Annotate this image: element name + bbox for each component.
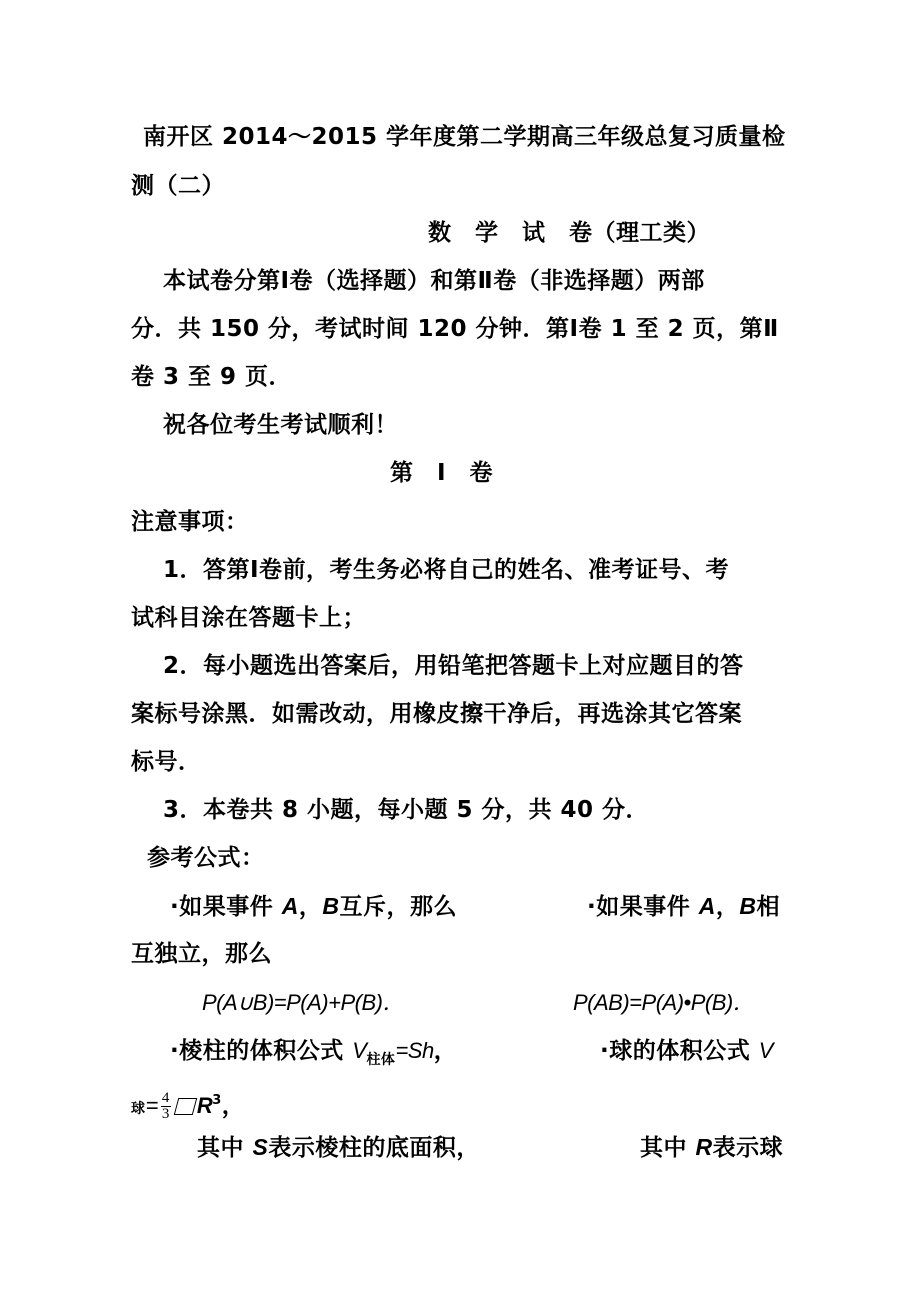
formula-exclusive-expression: P(A∪B)=P(A)+P(B)． xyxy=(202,990,404,1015)
exponent: 3 xyxy=(212,1093,222,1108)
intro-line1: 本试卷分第Ⅰ卷（选择题）和第Ⅱ卷（非选择题）两部 xyxy=(163,268,705,294)
separator: ， xyxy=(298,894,323,920)
note-2-line3: 标号． xyxy=(131,749,202,775)
separator: ， xyxy=(715,894,740,920)
prism-prefix: ·棱柱的体积公式 xyxy=(170,1038,353,1064)
note-1-line1: 1．答第Ⅰ卷前，考生务必将自己的姓名、准考证号、考 xyxy=(163,557,730,583)
prism-expression: =Sh xyxy=(395,1038,434,1063)
exam-title-line2: 测（二） xyxy=(131,173,225,199)
var-a: A xyxy=(281,893,299,919)
note-1-line2: 试科目涂在答题卡上； xyxy=(131,605,366,631)
sphere-prefix: ·球的体积公式 xyxy=(600,1038,759,1064)
notes-heading: 注意事项： xyxy=(131,509,249,535)
var-a: A xyxy=(698,893,716,919)
formula-independent-label xyxy=(587,891,780,922)
note-3-line1: 3．本卷共 8 小题，每小题 5 分，共 40 分． xyxy=(163,797,650,823)
intro-line2: 分．共 150 分，考试时间 120 分钟．第Ⅰ卷 1 至 2 页，第Ⅱ xyxy=(131,316,779,342)
var-r: R xyxy=(695,1134,713,1160)
formulas-heading: 参考公式： xyxy=(147,845,265,871)
formula-exclusive-suffix: 互斥，那么 xyxy=(339,894,457,920)
prism-note-prefix: 其中 xyxy=(197,1135,253,1161)
prism-note xyxy=(197,1132,480,1163)
var-r: R xyxy=(196,1093,213,1118)
exam-title-line1: 南开区 2014～2015 学年度第二学期高三年级总复习质量检 xyxy=(143,124,786,150)
var-v: V xyxy=(758,1038,773,1063)
note-2-line1: 2．每小题选出答案后，用铅笔把答题卡上对应题目的答 xyxy=(163,653,744,679)
formula-independent-line2: 互独立，那么 xyxy=(131,941,272,967)
formula-independent-expression: P(AB)=P(A)•P(B)． xyxy=(573,990,755,1015)
note-2-line2: 案标号涂黑．如需改动，用橡皮擦干净后，再选涂其它答案 xyxy=(131,701,742,727)
var-s: S xyxy=(252,1134,269,1160)
missing-pi-glyph-icon xyxy=(174,1098,198,1115)
greeting: 祝各位考生考试顺利！ xyxy=(163,412,398,438)
var-b: B xyxy=(739,893,757,919)
intro-line3: 卷 3 至 9 页． xyxy=(131,364,293,390)
prism-subscript: 柱体 xyxy=(366,1052,396,1068)
sphere-note xyxy=(640,1132,783,1163)
var-v: V xyxy=(352,1038,367,1063)
formula-exclusive-prefix: ·如果事件 xyxy=(170,894,282,920)
prism-note-suffix: 表示棱柱的底面积， xyxy=(268,1135,480,1161)
sphere-subscript: 球 xyxy=(131,1101,146,1117)
sphere-note-prefix: 其中 xyxy=(640,1135,696,1161)
fraction-four-thirds xyxy=(161,1091,171,1122)
fraction-numerator: 4 xyxy=(161,1090,170,1106)
comma: ， xyxy=(221,1093,246,1119)
fraction-denominator: 3 xyxy=(161,1106,170,1122)
section-heading: 第 Ⅰ 卷 xyxy=(390,460,494,486)
comma: ， xyxy=(433,1038,458,1064)
formula-prism-volume xyxy=(170,1036,457,1075)
formula-sphere-volume-line2 xyxy=(131,1084,245,1126)
formula-independent-suffix: 相 xyxy=(756,894,780,920)
equals: = xyxy=(145,1093,158,1118)
formula-exclusive-label xyxy=(170,891,457,922)
sphere-note-suffix: 表示球 xyxy=(712,1135,784,1161)
var-b: B xyxy=(322,893,340,919)
exam-subtitle: 数 学 试 卷（理工类） xyxy=(428,220,710,246)
formula-independent-prefix: ·如果事件 xyxy=(587,894,699,920)
formula-sphere-volume xyxy=(600,1036,773,1066)
